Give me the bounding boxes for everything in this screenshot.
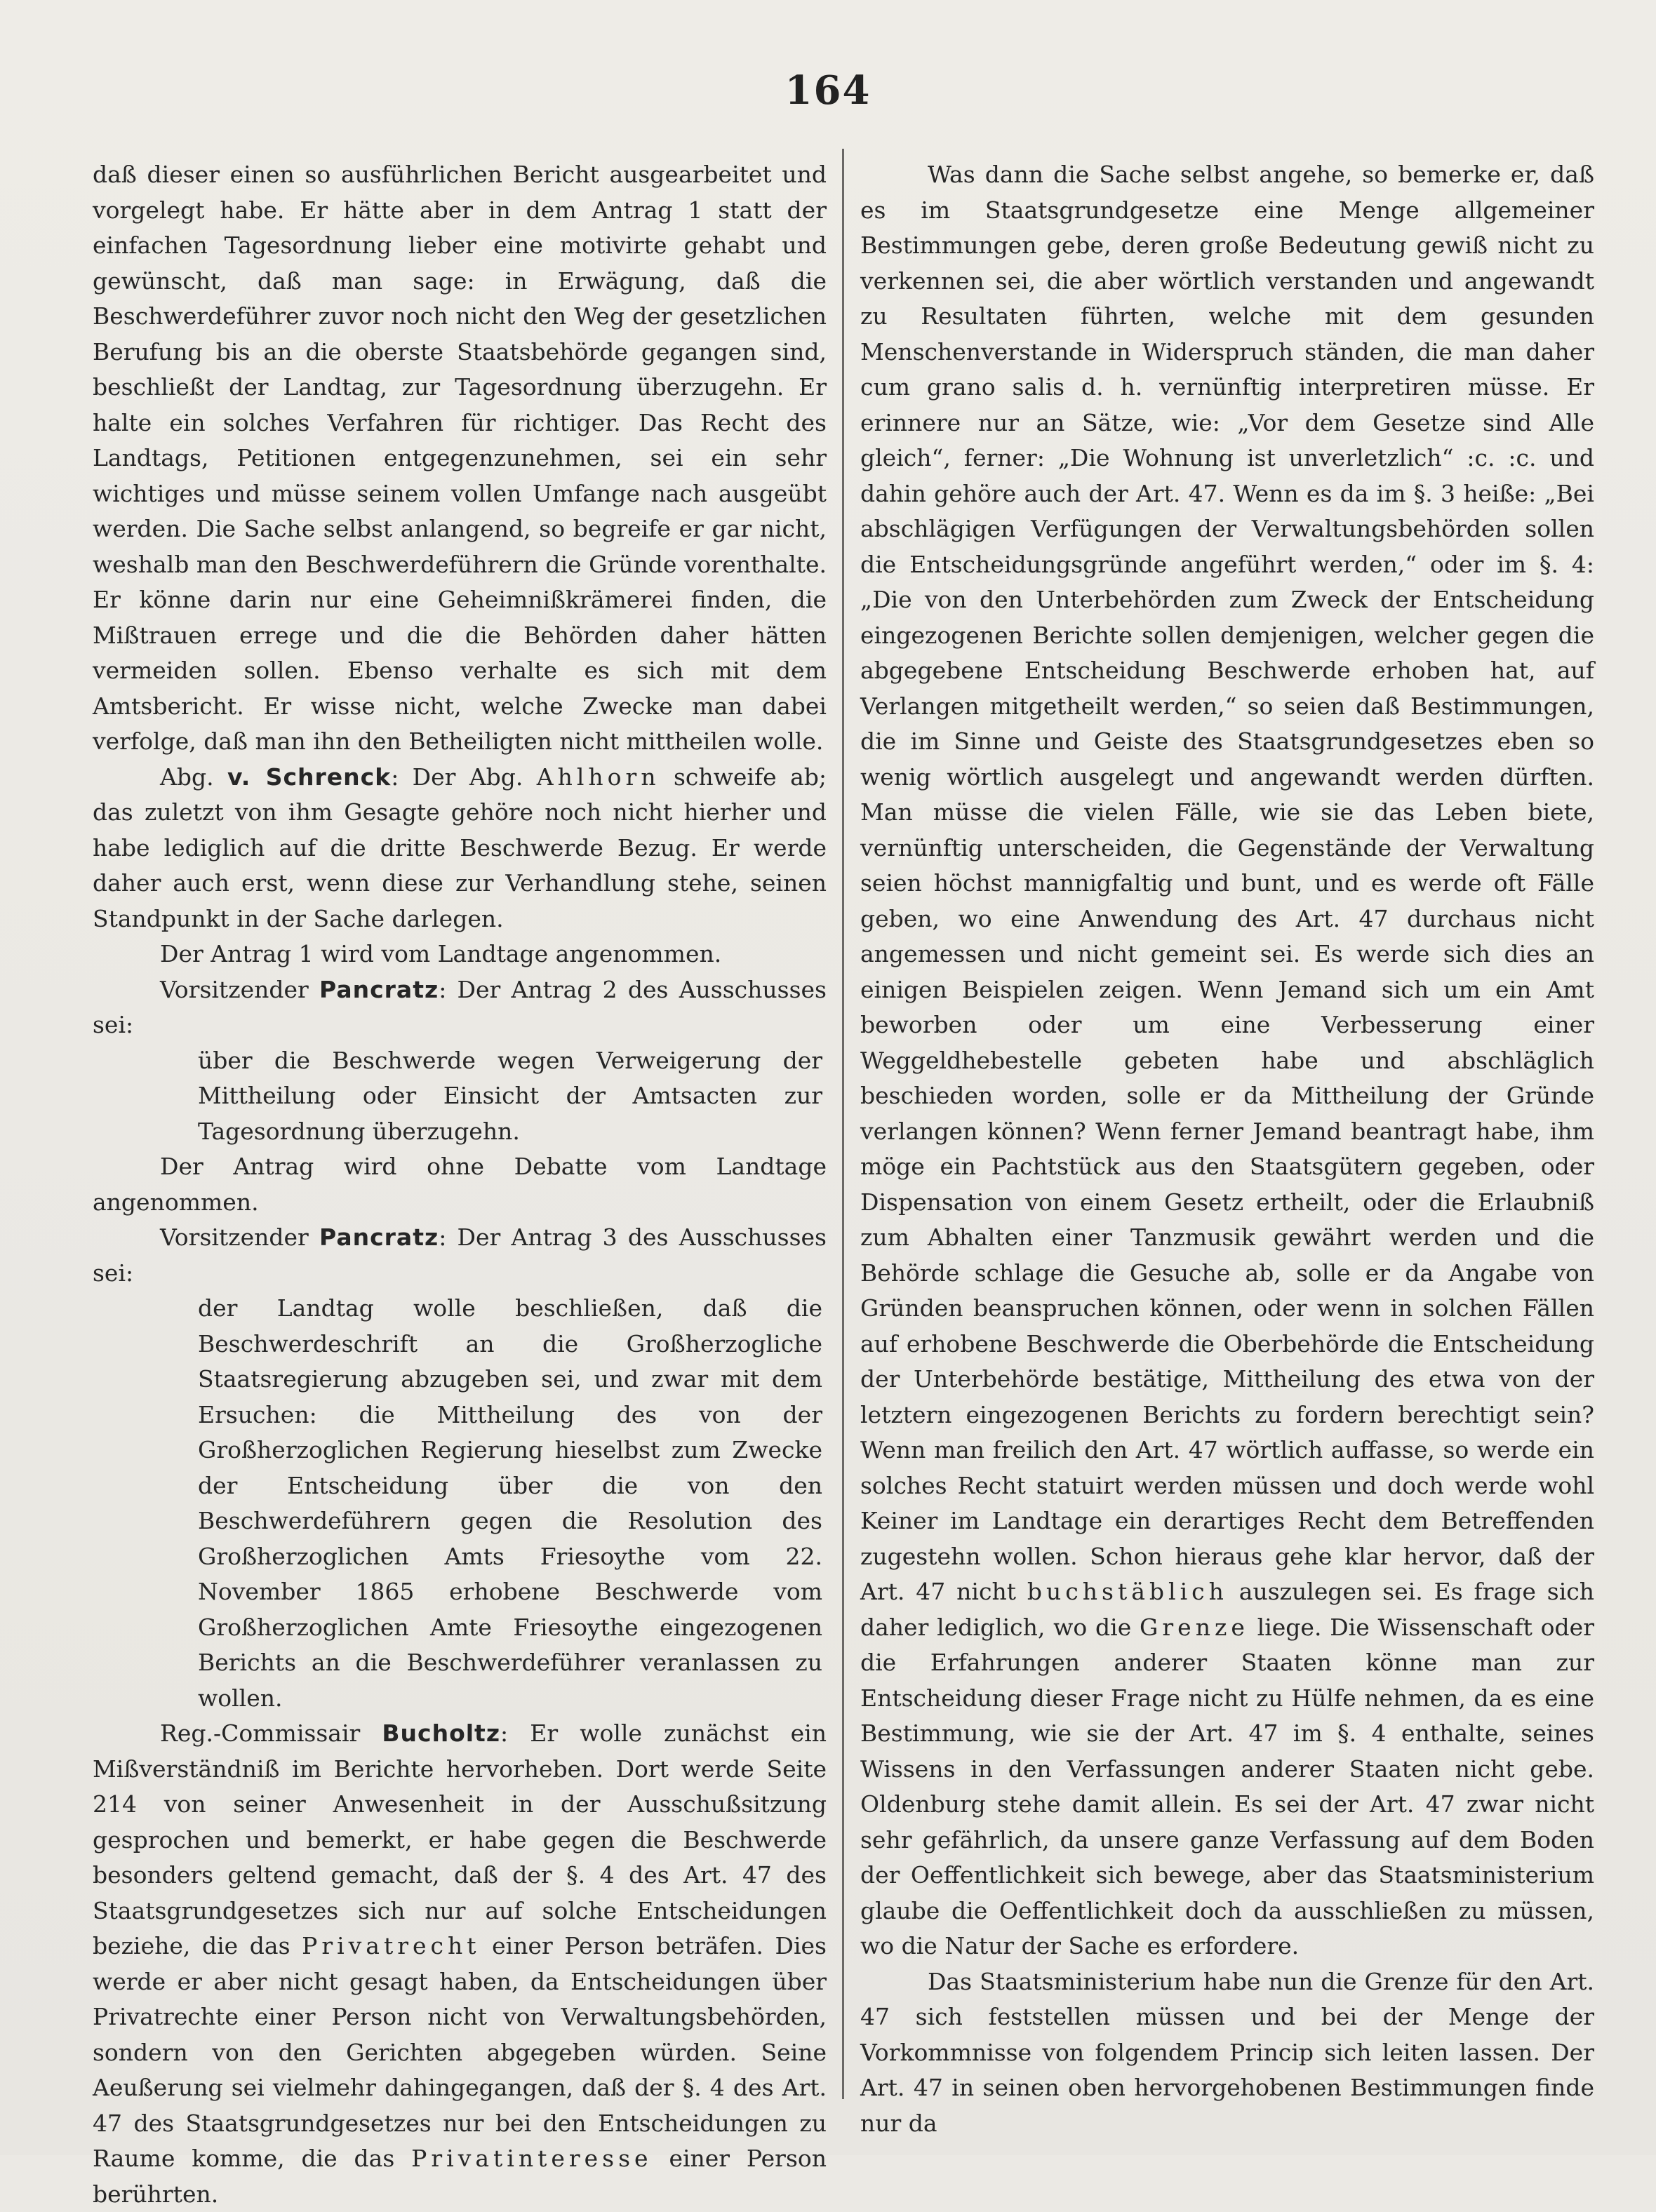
motion-2-text: über die Beschwerde wegen Verweigerung der Mittheilung oder Einsicht der Amtsacten zur Tagesordnung überzugehn. [198,1046,822,1145]
paragraph: daß dieser einen so ausführlichen Bericht ausgearbeitet und vorgelegt habe. Er hätte aber in dem Antrag 1 statt der einfachen Tagesordnung lieber eine motivirte gehabt und gewünscht, daß man sage: in Erwägung, daß die Beschwerdeführer zuvor noch nicht den Weg der gesetzlichen Berufung bis an die oberste Staatsbehörde gegangen sind, beschließt der Landtag, zur Tagesordnung überzugehn. Er halte ein solches Verfahren für richtiger. Das Recht des Landtags, Petitionen entgegenzunehmen, sei ein sehr wichtiges und müsse seinem vollen Umfange nach ausgeübt werden. Die Sache selbst anlangend, so begreife er gar nicht, weshalb man den Beschwerdeführern die Gründe vorenthalte. Er könne darin nur eine Geheimnißkrämerei finden, die Mißtrauen errege und die die Behörden daher hätten vermeiden sollen. Ebenso verhalte es sich mit dem Amtsbericht. Er wisse nicht, welche Zwecke man dabei verfolge, daß man ihn den Betheiligten nicht mittheilen wolle. [93,161,827,755]
speaker-name: v. Schrenck [227,763,392,791]
paragraph: Das Staatsministerium habe nun die Grenze für den Art. 47 sich feststellen müssen und bei der Menge der Vorkommnisse von folgendem Princip sich leiten lassen. Der Art. 47 in seinen oben hervorgehobenen Bestimmungen finde nur da [860,1967,1594,2137]
spaced-name: Ahlhorn [536,763,660,791]
spaced-word: Grenze [1140,1613,1249,1641]
speech-schrenck: Abg. v. Schrenck: Der Abg. Ahlhorn schweife ab; das zuletzt von ihm Gesagte gehöre noch nicht hierher und habe lediglich auf die dritte Beschwerde Bezug. Er werde daher auch erst, wenn diese zur Verhandlung stehe, seinen Standpunkt in der Sache darlegen. [93,763,827,932]
speaker-name: Pancratz [319,1224,439,1251]
left-column [93,157,827,2212]
column-divider [842,149,844,2099]
speech-pancratz-2: Vorsitzender Pancratz: Der Antrag 3 des Ausschusses sei: [93,1224,827,1287]
motion-3-text: der Landtag wolle beschließen, daß die Beschwerdeschrift an die Großherzogliche Staatsregierung abzugeben sei, und zwar mit dem Ersuchen: die Mittheilung des von der Großherzoglichen Regierung hieselbst zum Zwecke der Entscheidung über die von den Beschwerdeführern gegen die Resolution des Großherzoglichen Amts Friesoythe vom 22. November 1865 erhobene Beschwerde vom Großherzoglichen Amte Friesoythe eingezogenen Berichts an die Beschwerdeführer veranlassen zu wollen. [198,1294,822,1712]
speech-pancratz-1: Vorsitzender Pancratz: Der Antrag 2 des Ausschusses sei: [93,975,827,1038]
speech-bucholtz: Reg.-Commissair Bucholtz: Er wolle zunächst ein Mißverständniß im Berichte hervorheben. Dort werde Seite 214 von seiner Anwesenheit in der Ausschußsitzung gesprochen und bemerkt, er habe gegen die Beschwerde besonders geltend gemacht, daß der §. 4 des Art. 47 des Staatsgrundgesetzes sich nur auf solche Entscheidungen beziehe, die das Privatrecht einer Person beträfen. Dies werde er aber nicht gesagt haben, da Entscheidungen über Privatrechte einer Person nicht von Verwaltungsbehörden, sondern von den Gerichten abgegeben würden. Seine Aeußerung sei vielmehr dahingegangen, daß der §. 4 des Art. 47 des Staatsgrundgesetzes nur bei den Entscheidungen zu Raume komme, die das Privatinteresse einer Person berührten. [93,1720,827,2208]
resolution-line: Der Antrag wird ohne Debatte vom Landtage angenommen. [93,1153,827,1216]
spaced-word: Privatrecht [302,1932,481,1959]
spaced-word: Privatinteresse [411,2145,653,2172]
resolution-line: Der Antrag 1 wird vom Landtage angenommen. [160,940,722,967]
spaced-word: buchstäblich [1027,1578,1228,1605]
speech-continuation: Was dann die Sache selbst angehe, so bemerke er, daß es im Staatsgrundgesetze eine Menge allgemeiner Bestimmungen gebe, deren große Bedeutung gewiß nicht zu verkennen sei, die aber wörtlich verstanden und angewandt zu Resultaten führten, welche mit dem gesunden Menschenverstande in Widerspruch ständen, die man daher cum grano salis d. h. vernünftig interpretiren müsse. Er erinnere nur an Sätze, wie: „Vor dem Gesetze sind Alle gleich“, ferner: „Die Wohnung ist unverletzlich“ :c. :c. und dahin gehöre auch der Art. 47. Wenn es da im §. 3 heiße: „Bei abschlägigen Verfügungen der Verwaltungsbehörden sollen die Entscheidungsgründe angeführt werden,“ oder im §. 4: „Die von den Unterbehörden zum Zweck der Entscheidung eingezogenen Berichte sollen demjenigen, welcher gegen die abgegebene Entscheidung Beschwerde erhoben hat, auf Verlangen mitgetheilt werden,“ so seien daß Bestimmungen, die im Sinne und Geiste des Staatsgrundgesetzes eben so wenig wörtlich ausgelegt und angewandt werden dürften. Man müsse die vielen Fälle, wie sie das Leben biete, vernünftig unterscheiden, die Gegenstände der Verwaltung seien höchst mannigfaltig und bunt, und es werde oft Fälle geben, wo eine Anwendung des Art. 47 durchaus nicht angemessen und nicht gemeint sei. Es werde sich dies an einigen Beispielen zeigen. Wenn Jemand sich um ein Amt beworben oder um eine Verbesserung einer Weggeldhebestelle gebeten habe und abschläglich beschieden worden, solle er da Mittheilung der Gründe verlangen können? Wenn ferner Jemand beantragt habe, ihm möge ein Pachtstück aus den Staatsgütern gegeben, oder Dispensation von einem Gesetz ertheilt, oder die Erlaubniß zum Abhalten einer Tanzmusik gewährt werden und die Behörde schlage die Gesuche ab, solle er da Angabe von Gründen beanspruchen können, oder wenn in solchen Fällen auf erhobene Beschwerde die Oberbehörde die Entscheidung der Unterbehörde bestätige, Mittheilung des etwa von der letztern eingezogenen Berichts zu fordern berechtigt sein? Wenn man freilich den Art. 47 wörtlich auffasse, so werde ein solches Recht statuirt werden müssen und doch werde wohl Keiner im Landtage ein derartiges Recht dem Betreffenden zugestehn wollen. Schon hieraus gehe klar hervor, daß der Art. 47 nicht buchstäblich auszulegen sei. Es frage sich daher lediglich, wo die Grenze liege. Die Wissenschaft oder die Erfahrungen anderer Staaten könne man zur Entscheidung dieser Frage nicht zu Hülfe nehmen, da es eine Bestimmung, wie sie der Art. 47 im §. 4 enthalte, seines Wissens in den Verfassungen anderer Staaten nicht gebe. Oldenburg stehe damit allein. Es sei der Art. 47 zwar nicht sehr gefährlich, da unsere ganze Verfassung auf dem Boden der Oeffentlichkeit sich bewege, aber das Staatsministerium glaube die Oeffentlichkeit doch da ausschließen zu müssen, wo die Natur der Sache es erfordere. [860,161,1594,1959]
right-column [860,157,1594,2141]
page-number: 164 [784,67,872,114]
speaker-name: Pancratz [319,975,439,1003]
speaker-name: Bucholtz [382,1720,501,1747]
